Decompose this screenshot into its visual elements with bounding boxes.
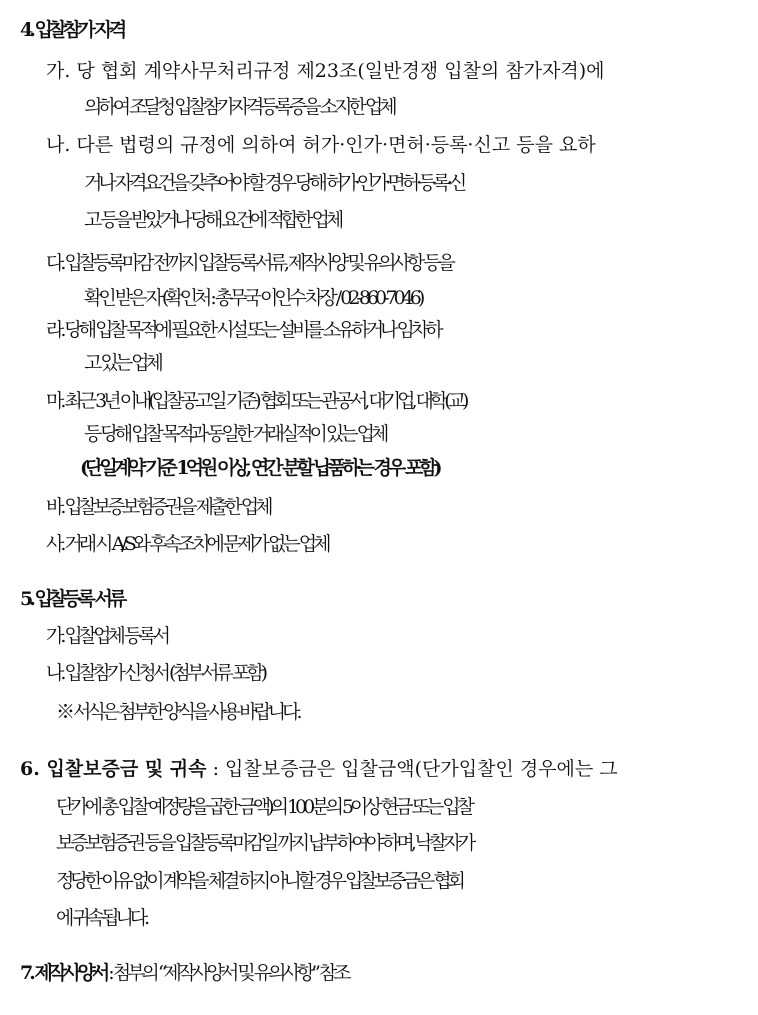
section-6-heading: 6. 입찰보증금 및 귀속 [20, 758, 207, 780]
section-4-item-ra-line-2: 고 있는 업체 [84, 352, 160, 374]
section-4-heading: 4. 입찰참가 자격 [20, 19, 124, 41]
section-4-item-da-line-1: 다. 입찰등록마감 전까지 입찰등록서류, 제작사양 및 유의사항 등을 [46, 252, 452, 274]
section-5-note: ※ 서식은 첨부한 양식을 사용 바랍니다. [56, 701, 299, 723]
section-4-item-ma-line-2: 등 당해 입찰 목적과 동일한 거래실적이 있는 업체 [84, 423, 386, 445]
section-4-item-na-line-2: 거나 자격요건을 갖추어야 할 경우 당해 허가·인가·면허·등록·신 [84, 172, 464, 194]
section-6-line-5: 에 귀속됩니다. [56, 907, 147, 929]
section-7-text: : 첨부의 “제작사양서 및 유의사항” 참조 [108, 962, 348, 984]
section-4-item-ga-line-2: 의하여 조달청 입찰참가자격등록증을 소지한 업체 [84, 96, 394, 118]
section-5-heading: 5. 입찰등록 서류 [20, 588, 124, 610]
section-6-colon: : [212, 758, 219, 780]
section-6-line-2: 단가에 총 입찰 예정량을 곱한 금액)의 100분의 5이상 현금 또는 입찰 [56, 796, 472, 818]
section-5-item-na: 나. 입찰참가 신청서 (첨부서류 포함) [46, 662, 264, 684]
section-6-line-3: 보증보험증권 등을 입찰등록마감일 까지 납부하여야 하며, 낙찰자가 [56, 832, 473, 854]
section-4-item-ma-line-3: (단일계약 기준 1억원 이상, 연간 분할 납품하는 경우 포함) [80, 457, 439, 479]
section-6-line-4: 정당한 이유 없이 계약을 체결 하지 아니할 경우 입찰보증금은 협회 [56, 870, 462, 892]
section-4-item-ba: 바. 입찰보증보험증권을 제출한 업체 [46, 496, 270, 518]
section-4-item-ma-line-1: 마. 최근 3년 이내(입찰공고일 기준) 협회 또는 관공서, 대기업, 대학(교) [46, 390, 466, 412]
section-4-item-da-line-2: 확인 받은 자 (확인처 : 총무국 이인수 차장 / 02-860-7046) [84, 287, 422, 309]
section-4-item-na-line-3: 고 등을 받았거나 당해 요건에 적합한 업체 [84, 209, 341, 231]
section-4-item-na-line-1: 나. 다른 법령의 규정에 의하여 허가·인가·면허·등록·신고 등을 요하 [46, 134, 596, 156]
section-4-item-ga-line-1: 가. 당 협회 계약사무처리규정 제23조(일반경쟁 입찰의 참가자격)에 [46, 60, 605, 82]
section-7-line [20, 960, 758, 986]
section-5-item-ga: 가. 입찰업체 등록서 [46, 625, 167, 647]
section-7-heading: 7. 제작사양서 [20, 962, 107, 984]
section-4-item-sa: 사. 거래 시 A/S와 후속조치에 문제가 없는 업체 [46, 533, 328, 555]
section-6-line-1: 6. 입찰보증금 및 귀속 : 입찰보증금은 입찰금액(단가입찰인 경우에는 그 [20, 758, 618, 780]
section-4-item-ra-line-1: 라. 당해 입찰 목적에 필요한 시설 또는 설비를 소유하거나 임차하 [46, 319, 440, 341]
